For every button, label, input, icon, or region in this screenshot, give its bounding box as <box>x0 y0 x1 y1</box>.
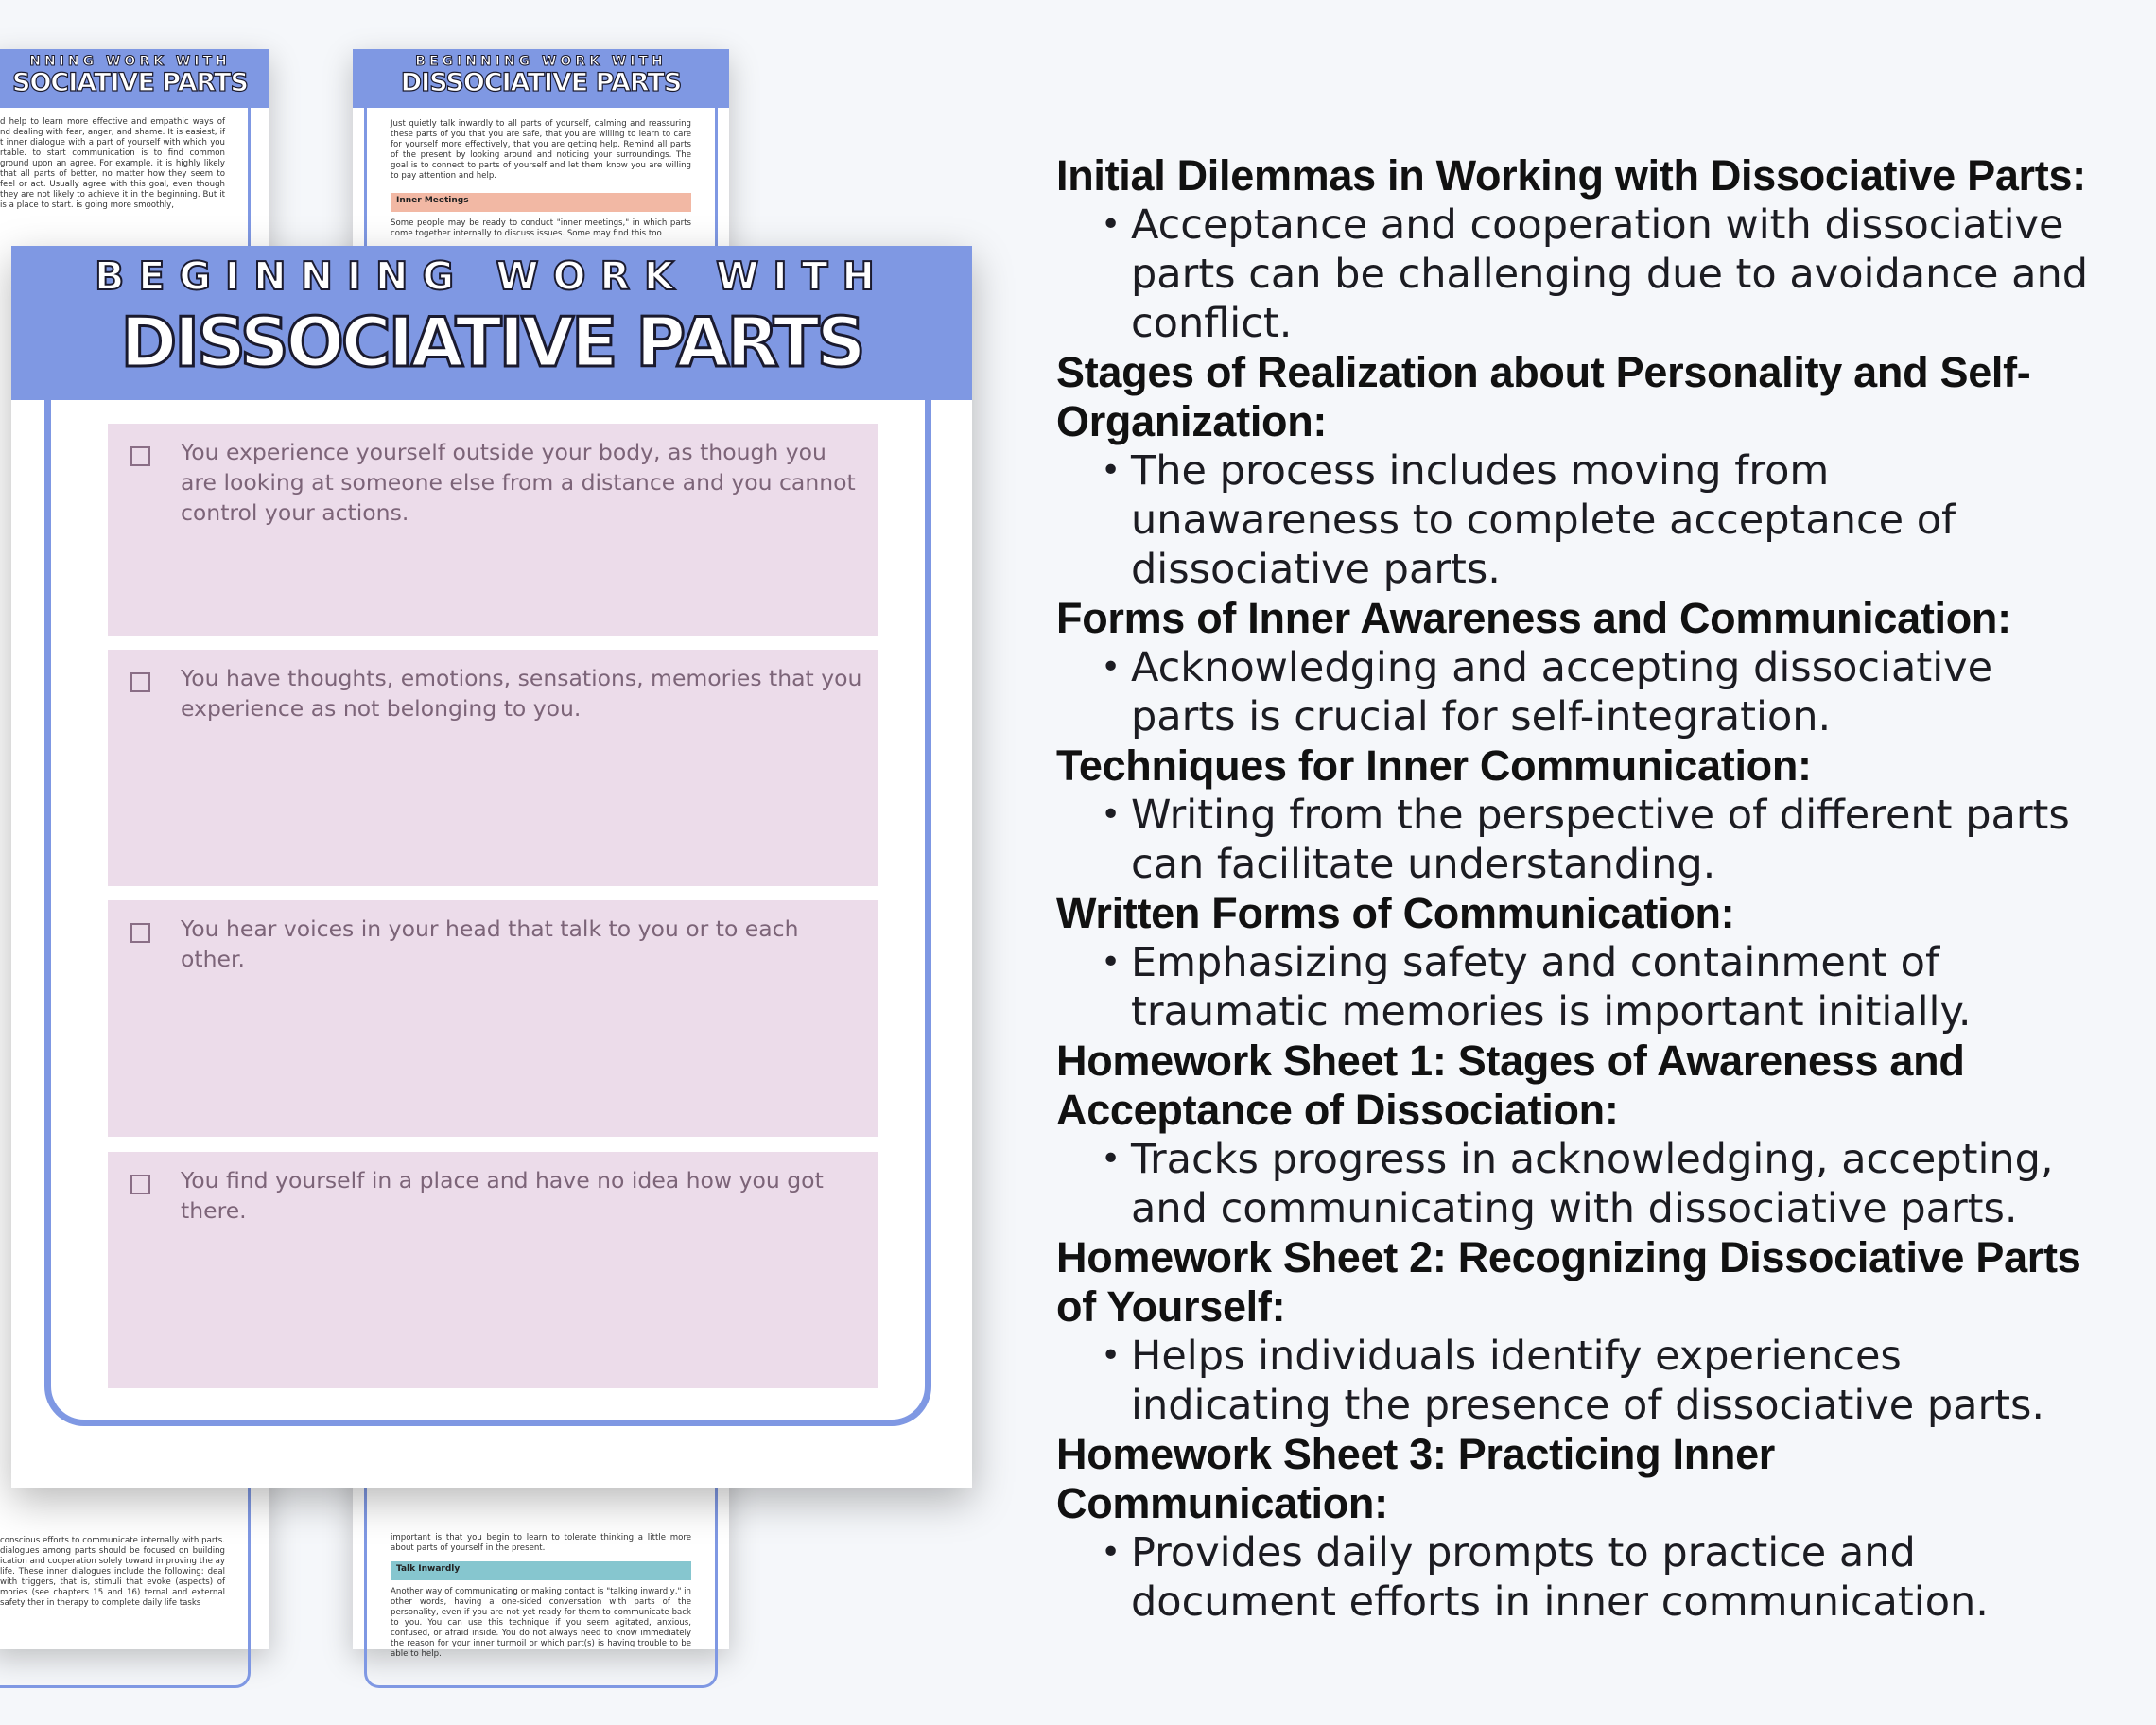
page-title: DISSOCIATIVE PARTS <box>400 68 682 97</box>
summary-bullet: • Tracks progress in acknowledging, accepting, and communicating with dissociative parts. <box>1056 1135 2106 1233</box>
page-text-top: Just quietly talk inwardly to all parts of yourself, calming and reassuring these parts of you that you are safe, that you are willing to learn to care for yourself more effectively, that you are getting help. Remind all parts of the present by looking around and noticing your surroundings. The goal is to connect to parts of yourself and let them know you are willing to pay attention and help. <box>391 119 691 181</box>
summary-bullet: • Emphasizing safety and containment of traumatic memories is important initially. <box>1056 938 2106 1037</box>
checklist-item <box>108 900 878 1137</box>
page-title: SOCIATIVE PARTS <box>12 68 248 97</box>
checkbox[interactable] <box>130 672 150 692</box>
summary-heading: Homework Sheet 2: Recognizing Dissociative Parts of Yourself: <box>1056 1233 2081 1331</box>
page-text-bottom-pre: important is that you begin to learn to tolerate thinking a little more about parts of yourself in the present. <box>391 1533 691 1553</box>
page-header <box>0 49 270 108</box>
summary-heading: Homework Sheet 1: Stages of Awareness and Acceptance of Dissociation: <box>1056 1037 1965 1134</box>
checkbox[interactable] <box>130 446 150 466</box>
summary-heading: Forms of Inner Awareness and Communication: <box>1056 594 2011 642</box>
page-text-talk-inwardly: Another way of communicating or making contact is "talking inwardly," in other words, having a one-sided conversation with parts of the personality, even if you are not yet ready for them to communicate back to you. You can use this technique if you seem agitated, anxious, confused, or afraid inside. You do not always need to know immediately the reason for your inner turmoil or which part(s) is having trouble to be able to help. <box>391 1587 691 1659</box>
checklist-item-text: You hear voices in your head that talk to you or to each other. <box>181 915 799 972</box>
summary-heading: Techniques for Inner Communication: <box>1056 741 1812 790</box>
checklist-item-text: You experience yourself outside your body, as though you are looking at someone else from a distance and you cannot control your actions. <box>181 439 856 526</box>
page-text-top: d help to learn more effective and empathic ways of nd dealing with fear, anger, and shame. It is easiest, if t inner dialogue with a part of yourself with which you rtable. to start communication is to find common ground upon an agree. For example, it is highly likely that all parts of better, no matter how they seem to feel or act. Usually agree with this goal, even though they are not likely to achieve it in the beginning. But it is a place to start. is going more smoothly, <box>0 117 225 210</box>
page-kicker: NNING WORK WITH <box>29 54 231 69</box>
page-kicker: BEGINNING WORK WITH <box>415 54 667 69</box>
checklist-item <box>108 1152 878 1388</box>
worksheet-title: DISSOCIATIVE PARTS <box>120 303 863 382</box>
worksheet-header <box>11 246 972 400</box>
page-text-bottom: conscious efforts to communicate internally with parts. dialogues among parts should be focused on building ication and cooperation solely toward improving the ay life. These inner dialogues include the following: deal with triggers, that is, stimuli that evoke (aspects) of mories (see chapters 15 and 16) ternal and external safety ther in therapy to complete daily life tasks <box>0 1536 225 1608</box>
page-text-inner-meetings: Some people may be ready to conduct "inner meetings," in which parts come together internally to discuss issues. Some may find this too <box>391 218 691 238</box>
summary-heading: Homework Sheet 3: Practicing Inner Communication: <box>1056 1430 1776 1527</box>
summary-heading: Stages of Realization about Personality and Self-Organization: <box>1056 348 2031 445</box>
checklist-item-text: You find yourself in a place and have no idea how you got there. <box>181 1167 824 1224</box>
summary-heading: Initial Dilemmas in Working with Dissociative Parts: <box>1056 151 2086 200</box>
summary-bullet: • Helps individuals identify experiences indicating the presence of dissociative parts. <box>1056 1332 2106 1430</box>
summary-bullet: • Acknowledging and accepting dissociative parts is crucial for self-integration. <box>1056 643 2106 741</box>
checklist-item <box>108 650 878 886</box>
summary-bullet: • Provides daily prompts to practice and document efforts in inner communication. <box>1056 1528 2106 1627</box>
worksheet-page <box>11 246 972 1488</box>
summary-bullet: • The process includes moving from unawareness to complete acceptance of dissociative parts. <box>1056 446 2106 594</box>
section-bar-inner-meetings: Inner Meetings <box>391 193 691 212</box>
summary-heading: Written Forms of Communication: <box>1056 889 1735 937</box>
page-header <box>353 49 729 108</box>
checklist-item-text: You have thoughts, emotions, sensations, memories that you experience as not belonging to you. <box>181 665 862 722</box>
checkbox[interactable] <box>130 1175 150 1194</box>
checkbox[interactable] <box>130 923 150 943</box>
summary-bullet: • Acceptance and cooperation with dissociative parts can be challenging due to avoidance and conflict. <box>1056 200 2106 348</box>
worksheet-kicker: BEGINNING WORK WITH <box>95 253 889 299</box>
summary-list <box>1056 151 2106 1627</box>
summary-bullet: • Writing from the perspective of different parts can facilitate understanding. <box>1056 791 2106 889</box>
section-bar-talk-inwardly: Talk Inwardly <box>391 1561 691 1580</box>
checklist-item <box>108 424 878 636</box>
